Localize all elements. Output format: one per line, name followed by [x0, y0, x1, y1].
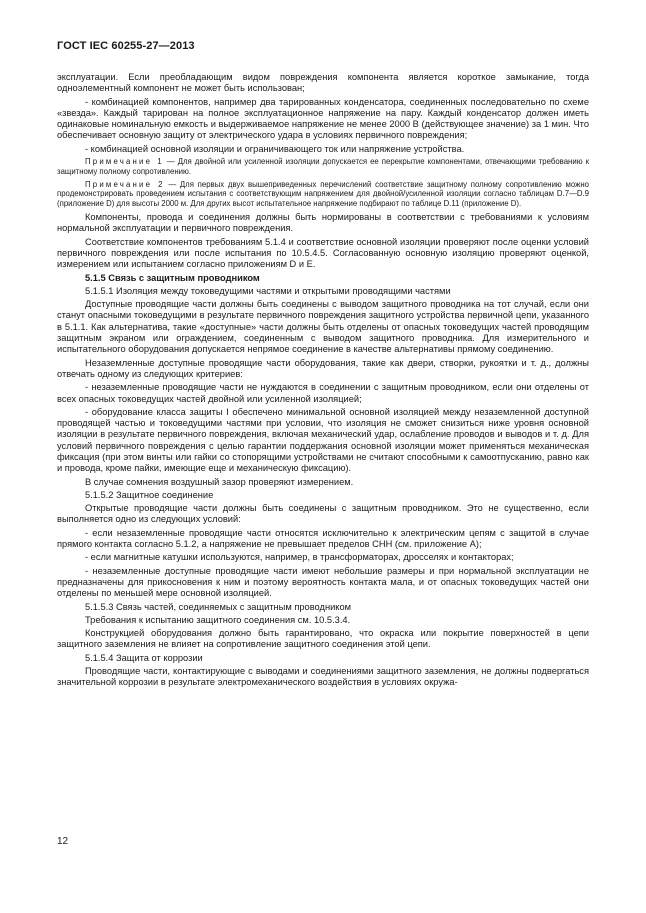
note-paragraph [57, 157, 589, 177]
body-paragraph: Проводящие части, контактирующие с выводами и соединениями защитного заземления, не должны подвергаться значительной коррозии в результате электромеханического воздействия в условиях окружа- [57, 666, 589, 688]
section-heading: 5.1.5 Связь с защитным проводником [85, 272, 260, 283]
body-paragraph: эксплуатации. Если преобладающим видом повреждения компонента является короткое замыкание, тогда одноэлементный компонент не может быть использован; [57, 72, 589, 94]
body-paragraph: - если незаземленные проводящие части относятся исключительно к электрическим цепям с защитой в случае прямого контакта согласно 5.1.2, а напряжение не превышает пределов СНН (см. приложение А); [57, 527, 589, 550]
document-page [57, 40, 589, 691]
body-paragraph: 5.1.5.3 Связь частей, соединяемых с защитным проводником [85, 601, 352, 612]
note-text: — Для двойной или усиленной изоляции допускается ее перекрытие компонентами, отвечающими требованию к защитному полному сопротивлению. [57, 157, 589, 176]
body-paragraph: Незаземленные доступные проводящие части оборудования, такие как двери, створки, рукоятки и т. д., должны отвечать одному из следующих критериев: [57, 357, 589, 379]
body-paragraph: - комбинацией компонентов, например два тарированных конденсатора, соединенных последовательно по схеме «звезда». Каждый тарирован на полное эксплуатационное напряжение на пару. Каждый конденсатор должен иметь одинаковые номинальную емкость и выдерживаемое напряжение не менее 2000 В (действующее значение) за 1 мин. Что обеспечивает основную защиту от электрического удара в условиях первичного повреждения; [57, 96, 589, 141]
note-text: — Для первых двух вышеприведенных перечислений соответствие защитному полному сопротивлению можно продемонстрировать проведением испытания с соответствующим напряжением для двойной/усиленной изоляции согласно таблицам D.7—D.9 (приложение D) для высоты 2000 м. Для других высот испытательное напряжение подбирают по таблице D.11 (приложение D). [57, 179, 589, 209]
body-paragraph: 5.1.5.1 Изоляция между токоведущими частями и открытыми проводящими частями [85, 285, 451, 296]
body-paragraph: - незаземленные доступные проводящие части имеют небольшие размеры и при нормальной эксплуатации не предназначены для прикосновения к ним и поэтому вероятность контакта мала, и от опасных токоведущих частей они отделены по меньшей мере основной изоляцией. [57, 565, 589, 599]
note-paragraph [57, 180, 589, 209]
body-paragraph: - если магнитные катушки используются, например, в трансформаторах, дросселях и контакторах; [85, 552, 514, 563]
body-paragraph: Требования к испытанию защитного соединения см. 10.5.3.4. [85, 614, 351, 625]
note-label: Примечание 1 [85, 157, 164, 167]
body-paragraph: 5.1.5.4 Защита от коррозии [85, 652, 203, 663]
body-paragraph: Конструкцией оборудования должно быть гарантировано, что окраска или покрытие поверхностей в цепи защитного заземления не влияет на сопротивление защитного соединения этой цепи. [57, 628, 589, 650]
body-paragraph: Компоненты, провода и соединения должны быть нормированы в соответствии с требованиями к условиям нормальной эксплуатации и первичного повреждения. [57, 212, 589, 234]
page-number: 12 [57, 836, 69, 847]
body-paragraph: Доступные проводящие части должны быть соединены с выводом защитного проводника на тот случай, если они станут опасными токоведущими в результате первичного повреждения защитного устройства первичной цепи, указанного в 5.1.1. Как альтернатива, такие «доступные» части должны быть отделены от опасных токоведущих частей проводящим защитным экраном или ограждением, соединенным с выводом защитного проводника. Для измерительного и испытательного оборудования допускается непрямое соединение в качестве альтернативы прямому соединению. [57, 299, 589, 355]
body-paragraph: - незаземленные проводящие части не нуждаются в соединении с защитным проводником, если они отделены от всех опасных токоведущих частей двойной или усиленной изоляцией; [57, 382, 589, 404]
document-header: ГОСТ IEC 60255-27—2013 [57, 40, 195, 52]
body-paragraph: - комбинацией основной изоляции и ограничивающего ток или напряжение устройства. [85, 143, 465, 154]
body-paragraph: Открытые проводящие части должны быть соединены с защитным проводником. Это не существенно, если выполняется одно из следующих условий: [57, 503, 589, 525]
body-paragraph: 5.1.5.2 Защитное соединение [85, 489, 214, 500]
body-paragraph: - оборудование класса защиты I обеспечено минимальной основной изоляцией между незаземленной доступной проводящей частью и токоведущими частями при условии, что изоляция не сможет снизиться ниже уровня основной изоляции в результате первичного повреждения, включая механический удар, ослабление проводов и выводов и т. д. Для условий первичного повреждения с целью гарантии поддержания основной изоляции может применяться механическая фиксация (при этом винты или гайки со стопорящими устройствами не считают способными к самоотпусканию, равно как и провода, кроме пайки, имеющие еще и механическую фиксацию). [57, 406, 589, 474]
note-label: Примечание 2 [85, 179, 165, 189]
body-paragraph: В случае сомнения воздушный зазор проверяют измерением. [85, 476, 354, 487]
body-paragraph: Соответствие компонентов требованиям 5.1.4 и соответствие основной изоляции проверяют после оценки условий первичного повреждения или после испытания по 10.5.4.5. Согласованную основную изоляцию проверяют оценкой, измерением или испытанием согласно приложениям D и Е. [57, 236, 589, 270]
document-body [57, 72, 589, 689]
